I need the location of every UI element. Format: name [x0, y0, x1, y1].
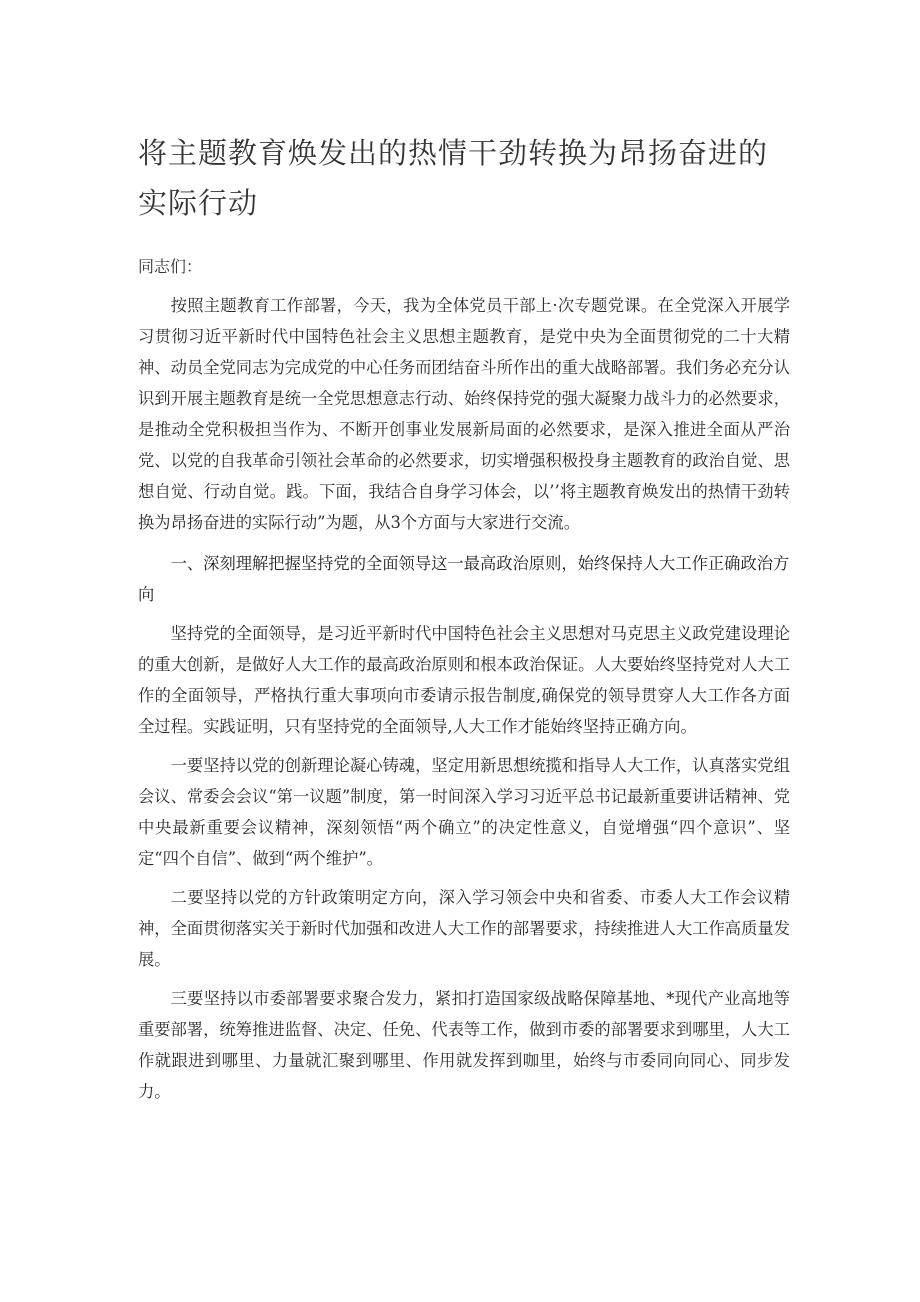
document-title: 将主题教育焕发出的热情干劲转换为昂扬奋进的实际行动	[138, 136, 769, 220]
point-1-paragraph: 一要坚持以党的创新理论凝心铸魂，坚定用新思想统揽和指导人大工作，认真落实党组会议、常委会会议“第一议题”制度，第一时间深入学习习近平总书记最新重要讲话精神、党中央最新重要会议精神，深刻领悟“两个确立”的决定性意义，自觉增强“四个意识”、坚定“四个自信”、做到“两个维护”。	[138, 756, 790, 868]
intro-paragraph: 按照主题教育工作部署，今天，我为全体党员干部上·次专题党课。在全党深入开展学习贯彻习近平新时代中国特色社会主义思想主题教育，是党中央为全面贯彻党的二十大精神、动员全党同志为完成党的中心任务而团结奋斗所作出的重大战略部署。我们务必充分认识到开展主题教育是统一全党思想意志行动、始终保持党的强大凝聚力战斗力的必然要求，是推动全党积极担当作为、不断开创事业发展新局面的必然要求，是深入推进全面从严治党、以党的自我革命引领社会革命的必然要求，切实增强积极投身主题教育的政治自觉、思想自觉、行动自觉。践。下面，我结合自身学习体会，以’’将主题教育焕发出的热情干劲转换为昂扬奋进的实际行动”为题，从3个方面与大家进行交流。	[138, 296, 790, 532]
section-1-body: 坚持党的全面领导，是习近平新时代中国特色社会主义思想对马克思主义政党建设理论的重大创新，是做好人大工作的最高政治原则和根本政治保证。人大要始终坚持党对人大工作的全面领导，严格执行重大事项向市委请示报告制度,确保党的领导贯穿人大工作各方面全过程。实践证明，只有坚持党的全面领导,人大工作才能始终坚持正确方向。	[138, 624, 790, 736]
point-2-paragraph: 二要坚持以党的方针政策明定方向，深入学习领会中央和省委、市委人大工作会议精神，全面贯彻落实关于新时代加强和改进人大工作的部署要求，持续推进人大工作高质量发展。	[138, 888, 790, 969]
section-1-heading: 一、深刻理解把握坚持党的全面领导这一最高政治原则，始终保持人大工作正确政治方向	[138, 554, 790, 604]
document-page	[138, 128, 790, 1107]
point-3-paragraph: 三要坚持以市委部署要求聚合发力，紧扣打造国家级战略保障基地、*现代产业高地等重要部署，统筹推进监督、决定、任免、代表等工作，做到市委的部署要求到哪里，人大工作就跟进到哪里、力量就汇聚到哪里、作用就发挥到咖里，始终与市委同向同心、同步发力。	[138, 989, 790, 1101]
salutation: 同志们：	[138, 257, 203, 276]
